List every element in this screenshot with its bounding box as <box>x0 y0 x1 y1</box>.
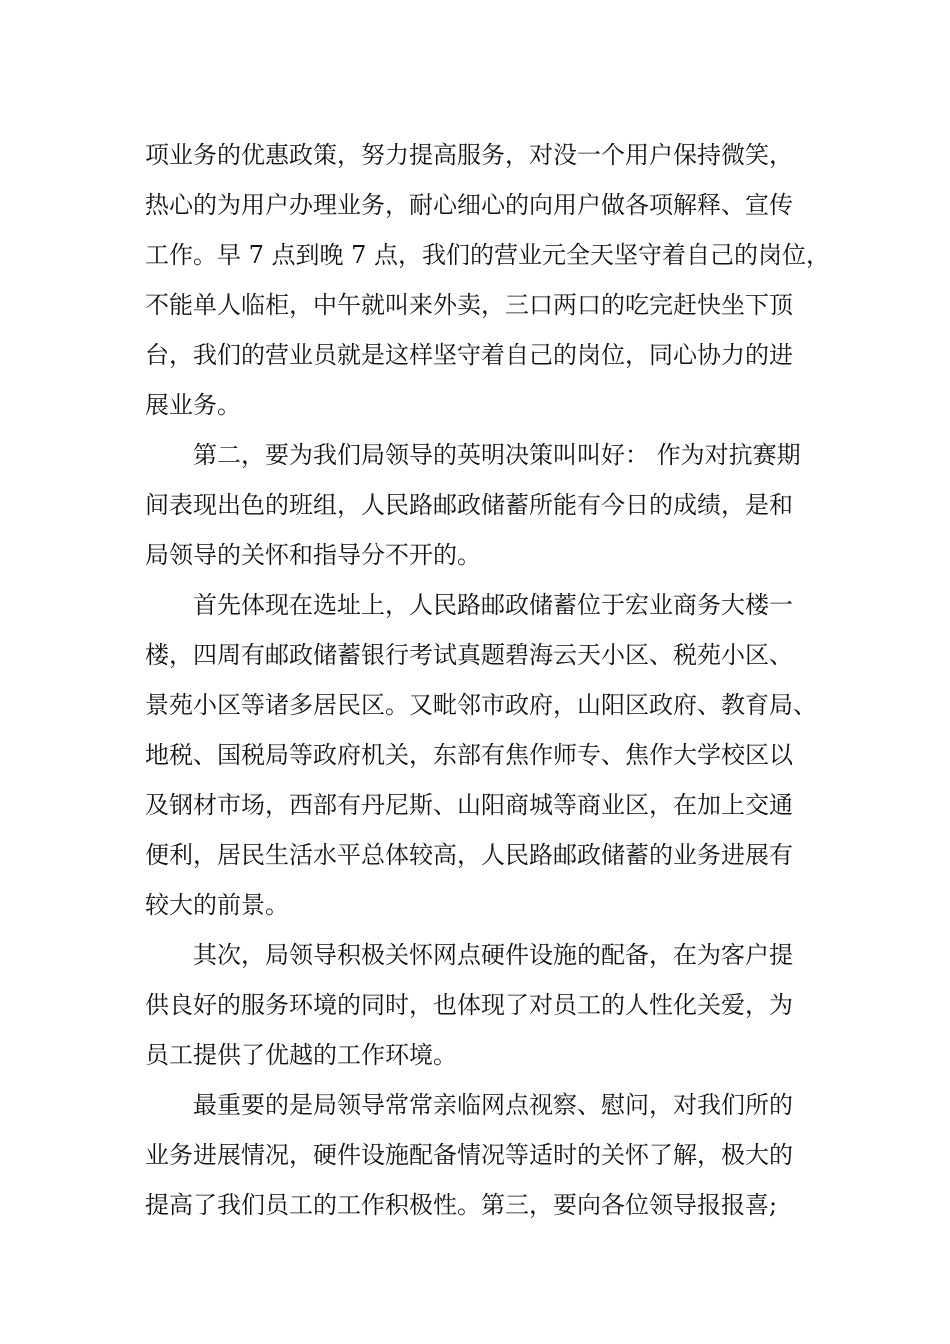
text-line: 便利，居民生活水平总体较高，人民路邮政储蓄的业务进展有 <box>145 841 793 869</box>
text-line: 员工提供了优越的工作环境。 <box>145 1041 457 1069</box>
text-line: 景苑小区等诸多居民区。又毗邻市政府，山阳区政府、教育局、 <box>145 691 817 719</box>
text-line: 不能单人临柜，中午就叫来外卖，三口两口的吃完赶快坐下顶 <box>145 291 793 319</box>
paragraph-first-line: 其次，局领导积极关怀网点硬件设施的配备，在为客户提 <box>193 941 793 969</box>
text-line: 较大的前景。 <box>145 891 289 919</box>
text-line: 项业务的优惠政策，努力提高服务，对没一个用户保持微笑， <box>145 141 793 169</box>
paragraph-first-line: 第二，要为我们局领导的英明决策叫叫好： 作为对抗赛期 <box>193 441 801 469</box>
text-line: 提高了我们员工的工作积极性。第三，要向各位领导报报喜; <box>145 1191 778 1219</box>
text-line: 局领导的关怀和指导分不开的。 <box>145 541 481 569</box>
document-body <box>145 130 835 1230</box>
text-line: 业务进展情况，硬件设施配备情况等适时的关怀了解，极大的 <box>145 1141 793 1169</box>
text-line: 及钢材市场，西部有丹尼斯、山阳商城等商业区，在加上交通 <box>145 791 793 819</box>
text-line: 台，我们的营业员就是这样坚守着自己的岗位，同心协力的进 <box>145 341 793 369</box>
paragraph-first-line: 首先体现在选址上，人民路邮政储蓄位于宏业商务大楼一 <box>193 591 793 619</box>
text-line: 间表现出色的班组，人民路邮政储蓄所能有今日的成绩，是和 <box>145 491 793 519</box>
text-line: 热心的为用户办理业务，耐心细心的向用户做各项解释、宣传 <box>145 191 793 219</box>
paragraph-first-line: 最重要的是局领导常常亲临网点视察、慰问，对我们所的 <box>193 1091 793 1119</box>
text-line: 地税、国税局等政府机关，东部有焦作师专、焦作大学校区以 <box>145 741 793 769</box>
text-line: 展业务。 <box>145 391 241 419</box>
text-line: 楼，四周有邮政储蓄银行考试真题碧海云天小区、税苑小区、 <box>145 641 793 669</box>
text-line: 供良好的服务环境的同时，也体现了对员工的人性化关爱，为 <box>145 991 793 1019</box>
text-line: 工作。早 7 点到晚 7 点，我们的营业元全天坚守着自己的岗位， <box>145 241 831 269</box>
